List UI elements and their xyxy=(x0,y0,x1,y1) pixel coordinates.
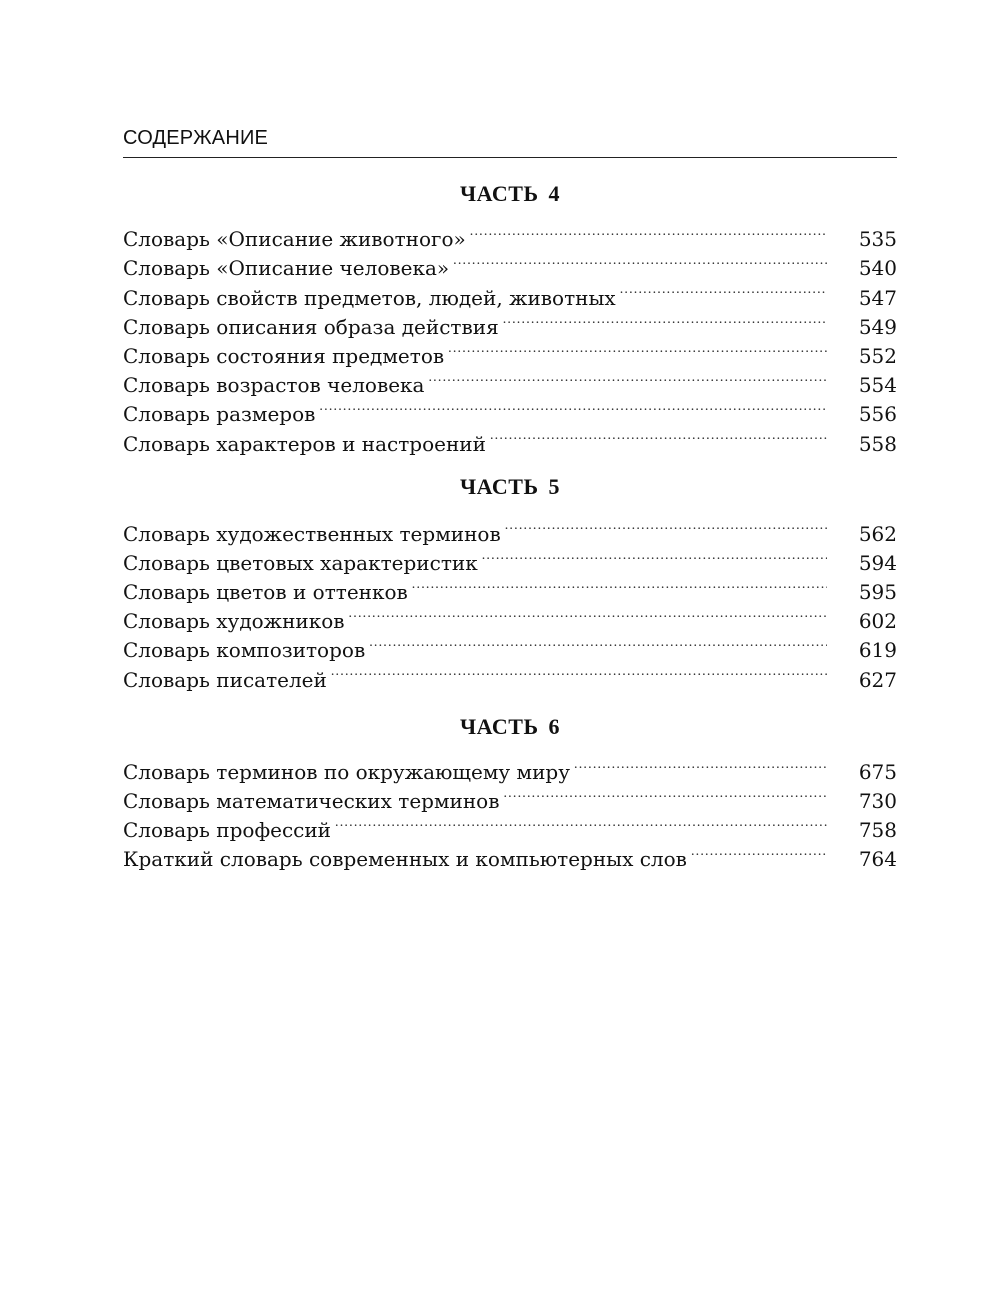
toc-entry-page: 549 xyxy=(858,314,897,339)
toc-entry-page: 556 xyxy=(858,402,897,427)
toc-entry-title: Словарь «Описание человека» xyxy=(123,256,450,281)
toc-entry-page: 764 xyxy=(858,847,897,872)
section-title-part-5: ЧАСТЬ 5 xyxy=(459,473,561,499)
toc-entry-page: 540 xyxy=(858,256,897,281)
dot-leader xyxy=(319,392,827,421)
toc-entry-page: 558 xyxy=(858,431,897,456)
dot-leader xyxy=(470,217,827,246)
toc-entry xyxy=(123,512,897,546)
toc-entry-page: 547 xyxy=(858,285,897,310)
toc-entry-page: 602 xyxy=(858,609,897,634)
dot-leader xyxy=(482,541,827,570)
toc-entry-page: 619 xyxy=(858,638,897,663)
dot-leader xyxy=(428,363,827,392)
running-head: СОДЕРЖАНИЕ xyxy=(123,127,269,149)
toc-entry-title: Словарь цветовых характеристик xyxy=(123,550,478,575)
toc-entry-title: Краткий словарь современных и компьютерных слов xyxy=(123,847,687,872)
dot-leader xyxy=(691,837,827,866)
toc-entry-title: Словарь художников xyxy=(123,609,345,634)
dot-leader xyxy=(490,421,827,450)
dot-leader xyxy=(505,512,827,541)
toc-entry-page: 554 xyxy=(858,373,897,398)
toc-entry-title: Словарь художественных терминов xyxy=(123,521,501,546)
toc-entry-title: Словарь описания образа действия xyxy=(123,314,499,339)
toc-entry-title: Словарь размеров xyxy=(123,402,316,427)
toc-entry-title: Словарь писателей xyxy=(123,667,327,692)
toc-entry-page: 758 xyxy=(858,818,897,843)
toc-entry-title: Словарь свойств предметов, людей, животных xyxy=(123,285,616,310)
toc-entry-title: Словарь математических терминов xyxy=(123,789,500,813)
toc-entry-title: Словарь терминов по окружающему миру xyxy=(123,759,571,784)
toc-entry-page: 730 xyxy=(858,789,897,813)
toc-list-part-4 xyxy=(123,217,897,456)
toc-entry-title: Словарь композиторов xyxy=(123,638,366,663)
toc-entry-title: Словарь «Описание животного» xyxy=(123,227,466,252)
dot-leader xyxy=(335,808,827,837)
section-title-part-4: ЧАСТЬ 4 xyxy=(459,181,561,206)
toc-entry-page: 535 xyxy=(858,227,897,252)
dot-leader xyxy=(453,246,827,275)
header-rule xyxy=(123,157,897,158)
toc-list-part-6 xyxy=(123,750,897,872)
toc-entry-page: 562 xyxy=(858,521,897,546)
dot-leader xyxy=(620,275,827,304)
dot-leader xyxy=(574,750,827,779)
dot-leader xyxy=(503,305,827,334)
toc-entry-page: 627 xyxy=(858,667,897,692)
dot-leader xyxy=(349,599,827,628)
section-title-part-6: ЧАСТЬ 6 xyxy=(459,713,561,739)
toc-page xyxy=(123,125,897,872)
toc-entry-title: Словарь цветов и оттенков xyxy=(123,580,408,605)
toc-entry xyxy=(123,217,897,252)
dot-leader xyxy=(369,628,827,657)
toc-entry-title: Словарь характеров и настроений xyxy=(123,431,486,456)
toc-entry-page: 675 xyxy=(858,759,897,784)
toc-entry-page: 552 xyxy=(858,343,897,368)
dot-leader xyxy=(503,779,827,808)
toc-entry-page: 595 xyxy=(858,580,897,605)
dot-leader xyxy=(331,657,827,686)
toc-entry-title: Словарь профессий xyxy=(123,818,332,843)
toc-entry-title: Словарь состояния предметов xyxy=(123,343,445,368)
toc-entry-page: 594 xyxy=(858,550,897,575)
toc-entry-title: Словарь возрастов человека xyxy=(123,373,425,398)
dot-leader xyxy=(448,334,827,363)
toc-entry xyxy=(123,750,897,784)
toc-list-part-5 xyxy=(123,512,897,692)
dot-leader xyxy=(412,570,827,599)
